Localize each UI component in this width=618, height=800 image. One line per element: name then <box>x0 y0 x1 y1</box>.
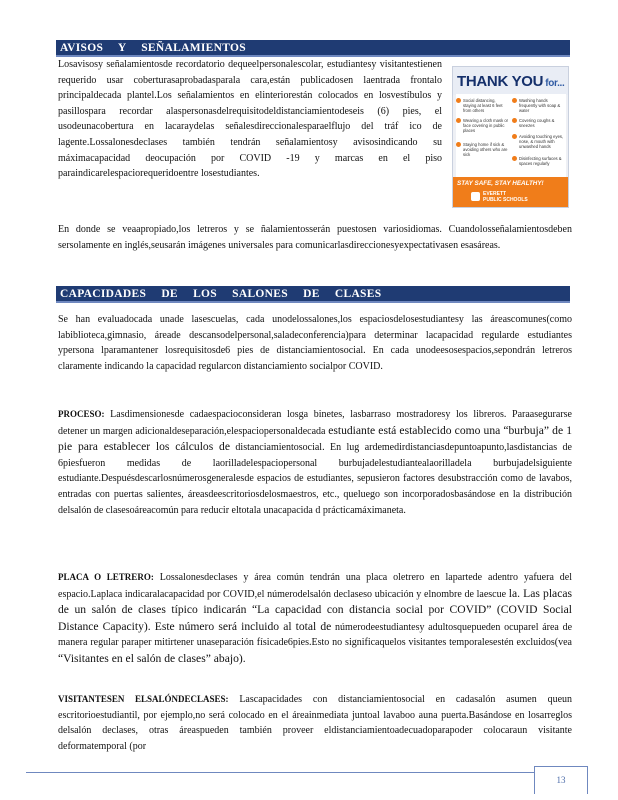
poster-footer <box>453 177 568 207</box>
poster-item: Avoiding touching eyes, nose, & mouth with unwashed hands <box>512 134 565 149</box>
placa-block <box>58 570 572 668</box>
school-logo-icon <box>471 192 480 201</box>
visitantes-paragraph: VISITANTESEN ELSALÓNDECLASES: Lascapacidades con distanciamientosocial en cadasalón asumen queun escritorioestudiantil, por ejemplo,no será colocado en el áreainmediata juntoal lavaboo auna puerta.Basándose en losarreglos delsalón declases, otras áreaspueden también proveer eldistanciamientoadecuadoparapoder colocaraun visitante deformatemporal (por <box>58 694 573 752</box>
visitantes-label: VISITANTESEN ELSALÓNDECLASES: <box>58 694 229 704</box>
bullet-icon <box>456 142 461 147</box>
capacidades-paragraph-1: Se han evaluadocada unade lasescuelas, cada unodelossalones,los espaciosdelosestudiantesy las áreascomunes(como labiblioteca,gimnasio, áreade descansodelpersonal,saladeconferencia)para determinar lacapacidad regularde estudiantes ypersona lparamantener losrequisitosde6 pies de distanciamientosocial. En cada unodeesosespacios,sepondrán letreros claramente indicando la capacidad regularcon distanciamiento socialpor COVID. <box>58 314 572 372</box>
placa-label: PLACA O LETRERO: <box>58 572 154 582</box>
placa-paragraph: PLACA O LETRERO: Lossalonesdeclases y área común tendrán una placa oletrero en lapartede adentro yafuera del espacio.Laplaca indicaralacapacidad por COVID,el númerodelsalón declaseso ubicación y elnombre de laescue la. Las placas de un salón de clases típico indicarán “La capacidad con distancia social por COVID” (COVID Social Distance Capacity). Este número será incluido al total de númerodeestudiantesy adultosquepueden ocuparel área de manera regular paraper mitirtener unaseparación físicade6pies.Esto no significaquelos visitantes temporalesestén excluidos(vea “Visitantes en el salón de clases” abajo). <box>58 572 573 665</box>
page-number-box <box>534 766 588 794</box>
avisos-paragraph-1: Losavisosy señalamientosde recordatorio dequeelpersonalescolar, estudiantesy visitantestienen requerido usar coberturasaprobadasparala cara,están publicadosen laentrada frontalo principaldecada plantel.Los señalamientos en elinteriorestán colocados en losvestíbulos y pasillospara recordar alaspersonasdelrequisitodeldistanciamientodeseis (6) pies, el usodeunacobertura en lacaraydelas señalesdireccionalesparaelflujo del tráf ico de lagente.Lossalonesdeclases también tendrán señalamientosy avisosindicando su máximacapacidad deocupación por COVID -19 y marcas en el piso paraindicarelespaciorequeridoentre losestudiantes. <box>58 59 442 180</box>
section-title-capacidades: CAPACIDADES DE LOS SALONES DE CLASES <box>56 286 570 303</box>
poster-item: Covering coughs & sneezes <box>512 118 565 128</box>
avisos-body <box>58 57 442 182</box>
bullet-icon <box>512 118 517 123</box>
avisos-body-2 <box>58 222 572 253</box>
bullet-icon <box>456 118 461 123</box>
bullet-icon <box>512 156 517 161</box>
poster-items <box>456 94 566 177</box>
poster-slogan: STAY SAFE, STAY HEALTHY! <box>457 180 544 187</box>
poster-item: Social distancing, staying at least 6 feet from others <box>456 98 509 113</box>
bullet-icon <box>456 98 461 103</box>
thank-you-poster <box>452 66 569 208</box>
bullet-icon <box>512 134 517 139</box>
poster-title-suffix: for... <box>545 77 565 89</box>
poster-item: Wearing a cloth mask or face covering in public places <box>456 118 509 133</box>
poster-item: Disinfecting surfaces & spaces regularly <box>512 156 565 166</box>
poster-item: Staying home if sick & avoiding others who are sick <box>456 142 509 157</box>
poster-header <box>453 67 568 95</box>
proceso-highlight: estudiante está establecido como una “burbuja” de 1 pie para establecer los cálculos de <box>58 423 572 454</box>
poster-title: THANK YOU <box>457 72 544 90</box>
poster-item: Washing hands frequently with soap & water <box>512 98 565 113</box>
placa-highlight: la. Las placas de un salón de clases típico indicarán “La capacidad con distancia social por COVID” (COVID Social Distance Capacity). Este número será incluido al total de <box>58 586 572 633</box>
bullet-icon <box>512 98 517 103</box>
proceso-block <box>58 407 572 518</box>
section-title-avisos: AVISOS Y SEÑALAMIENTOS <box>56 40 570 57</box>
avisos-paragraph-2: En donde se veaapropiado,los letreros y se ñalamientosserán puestosen variosidiomas. Cuandolosseñalamientosdeben sersolamente en inglés,seusarán imágenes universales para comunicarlasdireccionesyexpectativasen esasáreas. <box>58 224 572 251</box>
page-number: 13 <box>556 775 566 785</box>
visitantes-block <box>58 692 572 754</box>
poster-org: EVERETT PUBLIC SCHOOLS <box>483 191 528 203</box>
proceso-paragraph: PROCESO: Lasdimensionesde cadaespacioconsideran losga binetes, lasbarraso mostradoresy los libreros. Paraasegurarse detener un margen adicionaldeseparación,elespaciopersonaldecada estudiante está establecido como una “burbuja” de 1 pie para establecer los cálculos de distanciamientosocial. En lug ardemedirdistanciasdepuntoapunto,lasdistancias de 6piesfueron medidas de laorilladelespaciopersonal burbujadelestudiantealaorilladela burbujadelsiguiente estudiante.Despuésdescarlosnúmerosgeneralesde espacios de estudiantes, sepusieron factores desubstracción como de lavabos, entradas con puertas salientes, áreasdeescritoriosdelosmaestros, etc., queluego son incorporadosbasándose en la distribución delsalón de clasesoáreacomún para reducir eltotala unacapacida d prácticamáximaneta. <box>58 409 572 516</box>
placa-highlight-2: “Visitantes en el salón de clases” abajo). <box>58 651 246 665</box>
proceso-label: PROCESO: <box>58 409 105 419</box>
footer-rule <box>26 772 534 773</box>
capacidades-body <box>58 312 572 374</box>
